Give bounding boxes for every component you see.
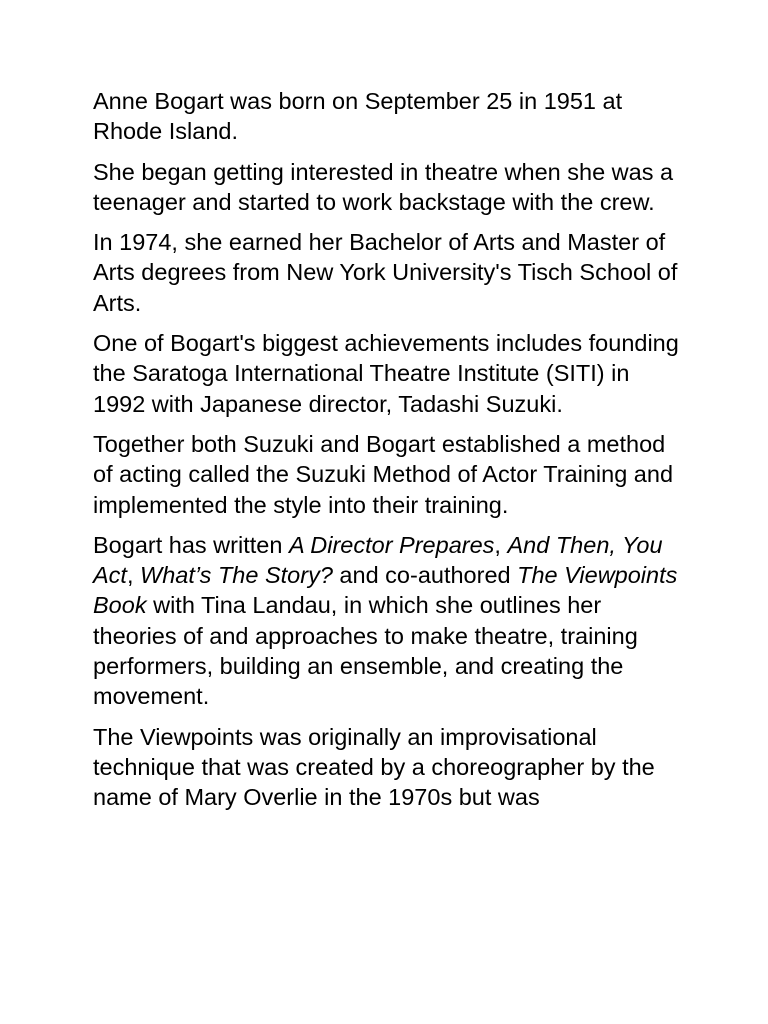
paragraph-viewpoints: [93, 722, 683, 813]
paragraph-text: Anne Bogart was born on September 25 in 1951 at Rhode Island.: [93, 88, 623, 145]
paragraph-text: In 1974, she earned her Bachelor of Arts and Master of Arts degrees from New York University's Tisch School of Arts.: [93, 229, 678, 316]
paragraph-early-interest: [93, 157, 683, 218]
paragraph-text: Together both Suzuki and Bogart established a method of acting called the Suzuki Method of Actor Training and implemented the style into their training.: [93, 430, 674, 518]
paragraph-text: The Viewpoints was originally an improvisational technique that was created by a choreographer by the name of Mary Overlie in the 1970s but was: [93, 723, 655, 811]
paragraph-text: Bogart has written: [93, 531, 289, 558]
paragraph-text: and co-authored: [332, 562, 518, 589]
paragraph-text: ,: [126, 562, 141, 589]
document-body: [93, 86, 683, 813]
book-title: The Viewpoints Book: [93, 562, 678, 619]
book-title: And Then, You Act: [93, 531, 663, 589]
paragraph-text: One of Bogart's biggest achievements includes founding the Saratoga International Theatre Institute (SITI) in 1992 with Japanese director, Tadashi Suzuki.: [93, 330, 679, 417]
book-title: What’s The Story?: [140, 562, 333, 589]
paragraph-publications: [93, 530, 683, 712]
paragraph-text: ,: [494, 531, 508, 558]
paragraph-text: She began getting interested in theatre when she was a teenager and started to work backstage with the crew.: [93, 158, 674, 215]
paragraph-education: [93, 227, 683, 318]
paragraph-birth: [93, 86, 683, 147]
paragraph-text: with Tina Landau, in which she outlines her theories of and approaches to make theatre, training performers, building an ensemble, and creating the movement.: [93, 592, 638, 710]
paragraph-siti-founding: [93, 328, 683, 419]
book-title: A Director Prepares: [288, 531, 495, 558]
paragraph-suzuki-method: [93, 429, 683, 520]
